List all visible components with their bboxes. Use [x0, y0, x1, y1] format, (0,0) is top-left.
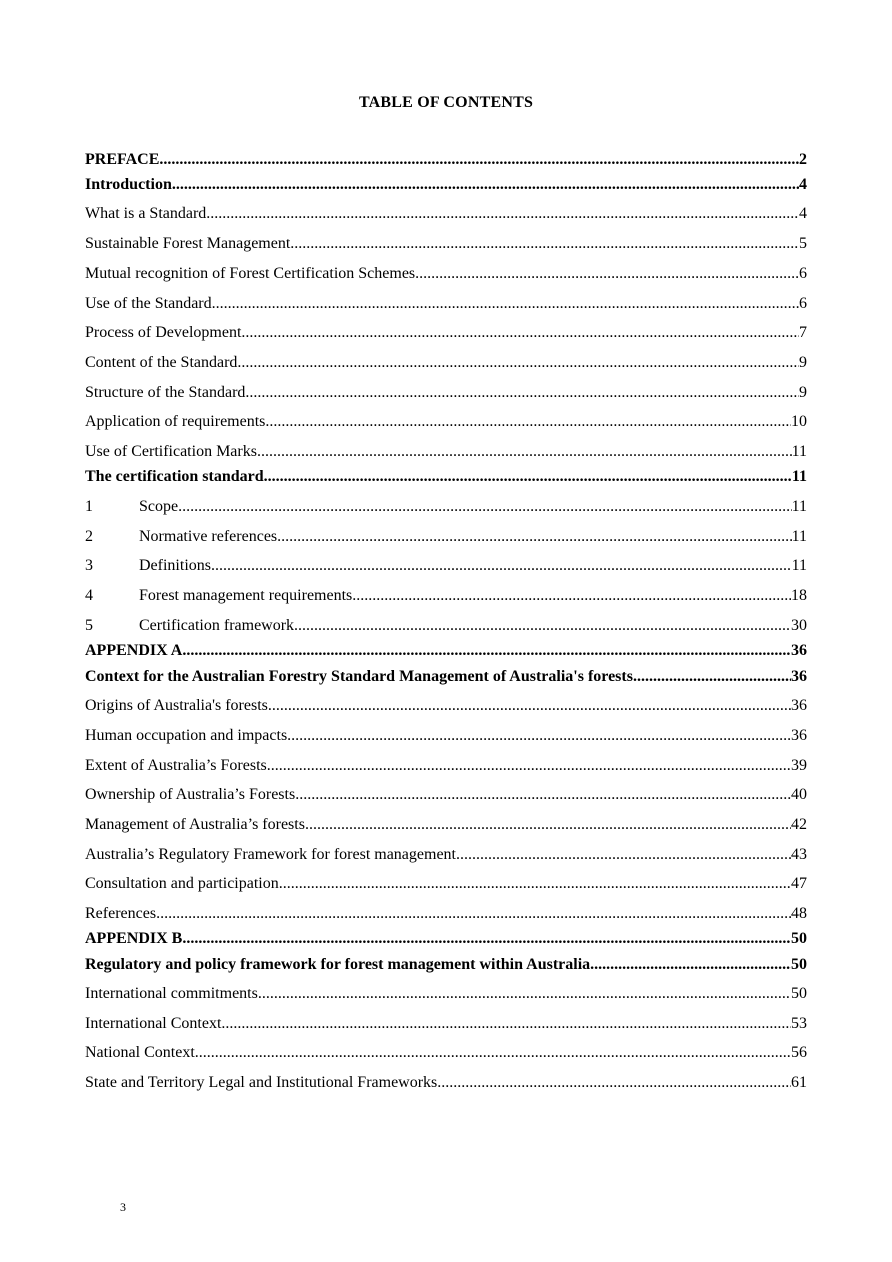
- toc-dot-leader: [456, 845, 791, 865]
- toc-entry-page: 6: [799, 265, 807, 282]
- toc-entry-page: 11: [791, 528, 807, 545]
- toc-dot-leader: [241, 323, 799, 343]
- toc-entry-page: 5: [799, 235, 807, 252]
- toc-entry-page: 36: [791, 697, 807, 714]
- toc-entry[interactable]: [85, 874, 807, 894]
- toc-entry-title: Origins of Australia's forests: [85, 697, 268, 714]
- toc-dot-leader: [182, 641, 791, 661]
- toc-entry-title: State and Territory Legal and Institutional Frameworks: [85, 1074, 438, 1091]
- toc-entry-title: Introduction: [85, 176, 172, 193]
- toc-entry-title: What is a Standard: [85, 205, 207, 222]
- toc-entry[interactable]: [85, 1043, 807, 1063]
- toc-entry-page: 61: [791, 1074, 807, 1091]
- toc-entry-page: 50: [791, 985, 807, 1002]
- toc-entry-title: Use of Certification Marks: [85, 443, 257, 460]
- toc-entry-title: Regulatory and policy framework for forest management within Australia: [85, 956, 591, 973]
- toc-entry-title: Normative references: [139, 528, 278, 545]
- toc-entry-page: 42: [791, 816, 807, 833]
- toc-entry-title: Scope: [139, 498, 179, 515]
- toc-entry[interactable]: [85, 929, 807, 949]
- toc-entry[interactable]: [85, 442, 807, 462]
- toc-entry-page: 39: [791, 757, 807, 774]
- toc-dot-leader: [352, 586, 791, 606]
- toc-entry-title: Human occupation and impacts: [85, 727, 288, 744]
- toc-entry[interactable]: [85, 756, 807, 776]
- toc-dot-leader: [206, 204, 799, 224]
- toc-entry[interactable]: [85, 412, 807, 432]
- toc-dot-leader: [178, 497, 791, 517]
- toc-entry-page: 36: [791, 642, 807, 659]
- toc-entry-page: 40: [791, 786, 807, 803]
- toc-entry-title: Structure of the Standard: [85, 384, 246, 401]
- toc-entry[interactable]: [85, 641, 807, 661]
- toc-dot-leader: [267, 756, 791, 776]
- toc-entry-page: 7: [799, 324, 807, 341]
- toc-entry-title: Content of the Standard: [85, 354, 238, 371]
- toc-entry[interactable]: [85, 667, 807, 687]
- toc-entry-page: 48: [791, 905, 807, 922]
- toc-dot-leader: [195, 1043, 791, 1063]
- toc-entry-title: Certification framework: [139, 617, 295, 634]
- toc-entry-title: Use of the Standard: [85, 295, 212, 312]
- toc-entry-title: Extent of Australia’s Forests: [85, 757, 267, 774]
- toc-entry-page: 43: [791, 846, 807, 863]
- toc-entry[interactable]: [85, 845, 807, 865]
- toc-entry-page: 30: [791, 617, 807, 634]
- toc-entry-title: International Context: [85, 1015, 222, 1032]
- toc-entry[interactable]: [85, 294, 807, 314]
- page-number: 3: [120, 1200, 126, 1214]
- toc-entry-page: 6: [799, 295, 807, 312]
- toc-entry[interactable]: [85, 785, 807, 805]
- toc-entry[interactable]: [85, 815, 807, 835]
- toc-dot-leader: [156, 904, 791, 924]
- toc-entry-page: 47: [791, 875, 807, 892]
- toc-entry[interactable]: [85, 696, 807, 716]
- toc-entry-title: Sustainable Forest Management: [85, 235, 291, 252]
- toc-entry-page: 11: [791, 468, 807, 485]
- toc-dot-leader: [294, 616, 791, 636]
- toc-entry-page: 4: [799, 205, 807, 222]
- toc-entry-number: 1: [85, 498, 93, 515]
- toc-entry-title: National Context: [85, 1044, 195, 1061]
- toc-dot-leader: [437, 1073, 791, 1093]
- toc-dot-leader: [212, 294, 799, 314]
- toc-entry-page: 11: [791, 498, 807, 515]
- toc-entry[interactable]: [85, 264, 807, 284]
- toc-entry-number: 2: [85, 528, 93, 545]
- toc-dot-leader: [245, 383, 799, 403]
- toc-dot-leader: [159, 150, 799, 170]
- toc-entry-title: Australia’s Regulatory Framework for forest management: [85, 846, 456, 863]
- toc-dot-leader: [257, 442, 792, 462]
- toc-entry-page: 9: [799, 354, 807, 371]
- toc-entry-page: 10: [791, 413, 807, 430]
- toc-entry-title: Definitions: [139, 557, 211, 574]
- toc-entry-title: The certification standard: [85, 468, 264, 485]
- toc-entry-page: 50: [791, 956, 807, 973]
- toc-entry-page: 56: [791, 1044, 807, 1061]
- toc-entry[interactable]: [85, 1014, 807, 1034]
- toc-entry[interactable]: [85, 497, 807, 517]
- toc-dot-leader: [290, 234, 799, 254]
- toc-entry-page: 11: [791, 443, 807, 460]
- toc-dot-leader: [172, 175, 799, 195]
- toc-entry[interactable]: [85, 726, 807, 746]
- toc-entry[interactable]: [85, 204, 807, 224]
- toc-entry[interactable]: [85, 175, 807, 195]
- toc-dot-leader: [287, 726, 791, 746]
- toc-dot-leader: [295, 785, 791, 805]
- toc-entry-page: 4: [799, 176, 807, 193]
- toc-entry-page: 9: [799, 384, 807, 401]
- toc-entry[interactable]: [85, 955, 807, 975]
- toc-dot-leader: [221, 1014, 791, 1034]
- toc-entry-title: APPENDIX B: [85, 930, 183, 947]
- toc-entry[interactable]: [85, 234, 807, 254]
- toc-dot-leader: [590, 955, 791, 975]
- toc-entry[interactable]: [85, 150, 807, 170]
- toc-dot-leader: [258, 984, 791, 1004]
- toc-dot-leader: [633, 667, 791, 687]
- toc-title: TABLE OF CONTENTS: [358, 94, 534, 111]
- toc-entry-title: PREFACE: [85, 151, 160, 168]
- toc-entry-page: 18: [791, 587, 807, 604]
- toc-dot-leader: [211, 556, 792, 576]
- toc-entry-page: 2: [799, 151, 807, 168]
- toc-entry[interactable]: [85, 616, 807, 636]
- toc-entry-title: Mutual recognition of Forest Certification Schemes: [85, 265, 416, 282]
- toc-entry-number: 5: [85, 617, 93, 634]
- toc-entry-title: Management of Australia’s forests: [85, 816, 305, 833]
- toc-dot-leader: [182, 929, 791, 949]
- toc-entry-page: 36: [791, 668, 807, 685]
- toc-entry[interactable]: [85, 527, 807, 547]
- toc-dot-leader: [264, 467, 792, 487]
- toc-entry-page: 11: [791, 557, 807, 574]
- toc-entry-title: Application of requirements: [85, 413, 266, 430]
- toc-dot-leader: [268, 696, 791, 716]
- toc-entry[interactable]: [85, 984, 807, 1004]
- toc-entry[interactable]: [85, 586, 807, 606]
- toc-entry-title: References: [85, 905, 157, 922]
- toc-entry[interactable]: [85, 904, 807, 924]
- toc-entry[interactable]: [85, 1073, 807, 1093]
- toc-dot-leader: [277, 527, 791, 547]
- toc-entry[interactable]: [85, 467, 807, 487]
- toc-dot-leader: [305, 815, 791, 835]
- toc-entry[interactable]: [85, 353, 807, 373]
- toc-entry-title: Consultation and participation: [85, 875, 279, 892]
- toc-entry-page: 36: [791, 727, 807, 744]
- toc-dot-leader: [415, 264, 799, 284]
- toc-entry-title: Ownership of Australia’s Forests: [85, 786, 296, 803]
- toc-entry-number: 4: [85, 587, 93, 604]
- toc-entry-title: International commitments: [85, 985, 258, 1002]
- toc-entry[interactable]: [85, 383, 807, 403]
- toc-entry-number: 3: [85, 557, 93, 574]
- toc-dot-leader: [265, 412, 791, 432]
- toc-entry[interactable]: [85, 323, 807, 343]
- toc-entry-title: APPENDIX A: [85, 642, 183, 659]
- toc-dot-leader: [237, 353, 799, 373]
- toc-entry-title: Forest management requirements: [139, 587, 353, 604]
- toc-entry[interactable]: [85, 556, 807, 576]
- toc-entry-page: 50: [791, 930, 807, 947]
- toc-entry-title: Process of Development: [85, 324, 242, 341]
- toc-entry-title: Context for the Australian Forestry Standard Management of Australia's forests: [85, 668, 633, 685]
- toc-dot-leader: [279, 874, 791, 894]
- toc-entry-page: 53: [791, 1015, 807, 1032]
